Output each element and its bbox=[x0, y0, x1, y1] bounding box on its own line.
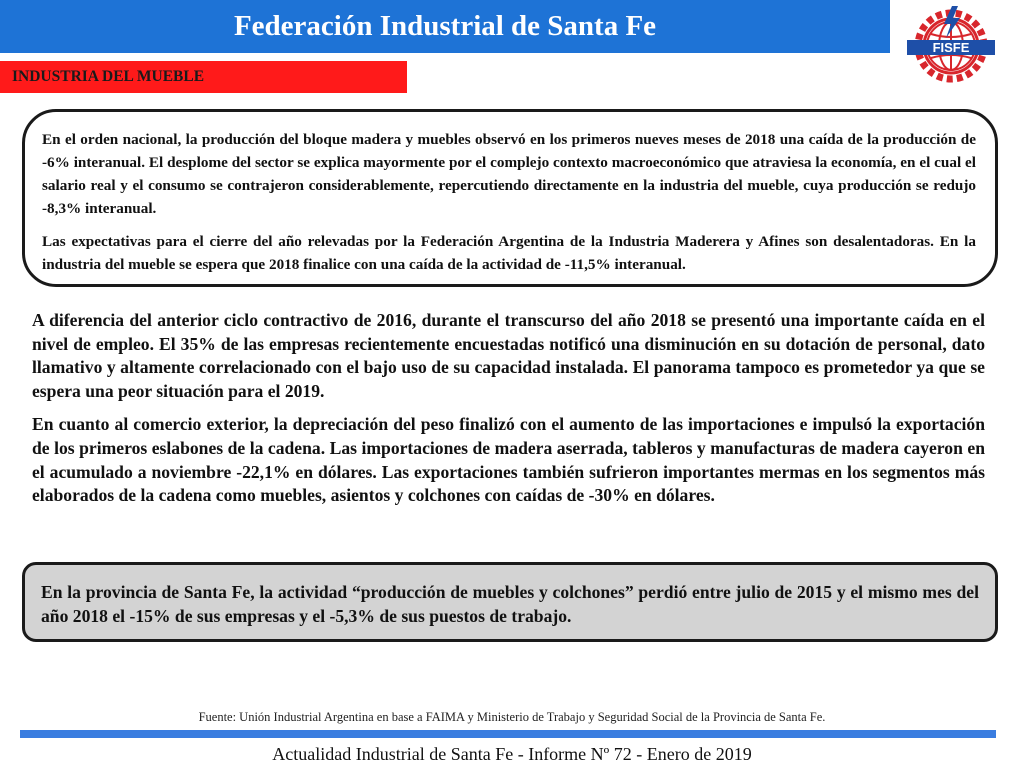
section-tag bbox=[0, 61, 407, 93]
summary-paragraph-2: Las expectativas para el cierre del año relevadas por la Federación Argentina de la Industria Maderera y Afines son desalentadoras. En la industria del mueble se espera que 2018 finalice con una caída de la actividad de -11,5% interanual. bbox=[42, 233, 976, 273]
source-note: Fuente: Unión Industrial Argentina en base a FAIMA y Ministerio de Trabajo y Seguridad Social de la Provincia de Santa Fe. bbox=[198, 710, 826, 724]
footer-text: Actualidad Industrial de Santa Fe - Informe Nº 72 - Enero de 2019 bbox=[272, 744, 752, 764]
footer-divider bbox=[20, 730, 996, 738]
page-title: Federación Industrial de Santa Fe bbox=[233, 10, 657, 42]
body-paragraph-employment: A diferencia del anterior ciclo contractivo de 2016, durante el transcurso del año 2018 se presentó una importante caída en el nivel de empleo. El 35% de las empresas recientemente encuestadas notificó una disminución en su dotación de personal, dato llamativo y altamente correlacionado con el bajo uso de su capacidad instalada. El panorama tampoco es prometedor ya que se espera una peor situación para el 2019. bbox=[32, 310, 985, 401]
province-highlight-text: En la provincia de Santa Fe, la actividad “producción de muebles y colchones” perdió entre julio de 2015 y el mismo mes del año 2018 el -15% de sus empresas y el -5,3% de sus puestos de trabajo. bbox=[41, 582, 979, 626]
fisfe-logo bbox=[904, 4, 998, 84]
summary-paragraph-1: En el orden nacional, la producción del bloque madera y muebles observó en los primeros nueves meses de 2018 una caída de la producción de -6% interanual. El desplome del sector se explica mayormente por el complejo contexto macroeconómico que atraviesa la economía, en el cual el salario real y el consumo se contrajeron considerablemente, repercutiendo directamente en la industria del mueble, cuya producción se redujo -8,3% interanual. bbox=[42, 131, 976, 217]
body-text bbox=[32, 309, 985, 518]
province-highlight-box bbox=[22, 562, 998, 642]
section-tag-label: INDUSTRIA DEL MUEBLE bbox=[12, 68, 205, 85]
logo-text: FISFE bbox=[932, 40, 970, 55]
header-bar bbox=[0, 0, 890, 53]
body-paragraph-trade: En cuanto al comercio exterior, la depreciación del peso finalizó con el aumento de las importaciones e impulsó la exportación de los primeros eslabones de la cadena. Las importaciones de madera aserrada, tableros y manufacturas de madera cayeron en el acumulado a noviembre -22,1% en dólares. Las exportaciones también sufrieron importantes mermas en los segmentos más elaborados de la cadena como muebles, asientos y colchones con caídas de -30% en dólares. bbox=[32, 414, 985, 506]
summary-box bbox=[22, 109, 998, 287]
fisfe-logo-icon bbox=[904, 4, 998, 84]
